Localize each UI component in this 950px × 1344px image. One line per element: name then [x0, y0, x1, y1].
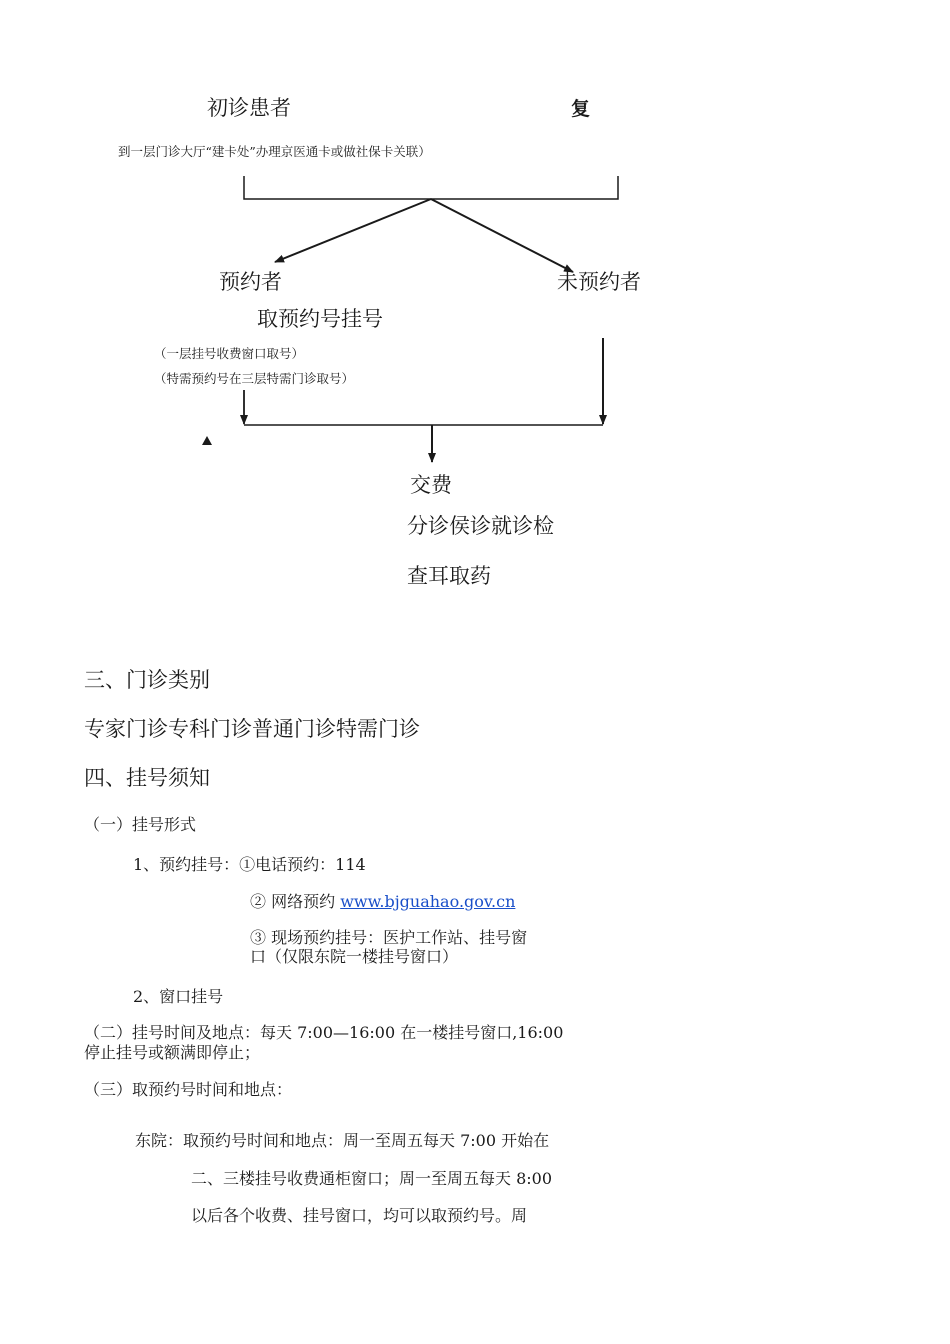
triangle-mark-icon: [202, 436, 212, 445]
registration-time-line2: 停止挂号或额满即停止；: [84, 1043, 261, 1062]
registration-form-heading: （一）挂号形式: [84, 815, 197, 834]
first-visit-label: 初诊患者: [207, 96, 291, 120]
medicine-label: 查耳取药: [407, 564, 491, 588]
east-campus-line3: 以后各个收费、挂号窗口，均可以取预约号。周: [191, 1206, 528, 1225]
arrow-to-reserved: [275, 199, 431, 262]
not-reserved-label: 未预约者: [557, 270, 641, 294]
pay-label: 交费: [410, 473, 452, 497]
online-booking-prefix: ② 网络预约: [250, 892, 341, 911]
appointment-item: 1、预约挂号：①电话预约：114: [133, 855, 366, 874]
triage-label: 分诊侯诊就诊检: [407, 514, 554, 538]
east-campus-line2: 二、三楼挂号收费通柜窗口；周一至周五每天 8:00: [191, 1169, 553, 1188]
merge-bracket: [244, 176, 618, 199]
get-ticket-label: 取预约号挂号: [257, 307, 383, 331]
booking-website-link[interactable]: www.bjguahao.gov.cn: [340, 892, 516, 911]
window-registration-item: 2、窗口挂号: [133, 987, 224, 1006]
ticket-note-2: （特需预约号在三层特需门诊取号）: [154, 371, 355, 386]
section3-heading: 三、门诊类别: [84, 668, 210, 692]
ticket-note-1: （一层挂号收费窗口取号）: [154, 346, 305, 361]
section4-heading: 四、挂号须知: [84, 766, 210, 790]
registration-time-line1: （二）挂号时间及地点：每天 7:00—16:00 在一楼挂号窗口,16:00: [84, 1023, 564, 1042]
arrow-to-not-reserved: [431, 199, 573, 272]
return-visit-label: 复: [571, 98, 591, 120]
first-visit-note: 到一层门诊大厅“建卡处”办理京医通卡或做社保卡关联）: [118, 144, 431, 159]
reserved-label: 预约者: [219, 270, 282, 294]
pickup-heading: （三）取预约号时间和地点：: [84, 1080, 293, 1099]
clinic-types: 专家门诊专科门诊普通门诊特需门诊: [84, 717, 420, 741]
online-booking-item: [250, 892, 515, 911]
east-campus-line1: 东院：取预约号时间和地点：周一至周五每天 7:00 开始在: [135, 1131, 550, 1150]
onsite-booking-line1: ③ 现场预约挂号：医护工作站、挂号窗: [250, 928, 528, 947]
onsite-booking-line2: 口（仅限东院一楼挂号窗口）: [250, 947, 459, 966]
